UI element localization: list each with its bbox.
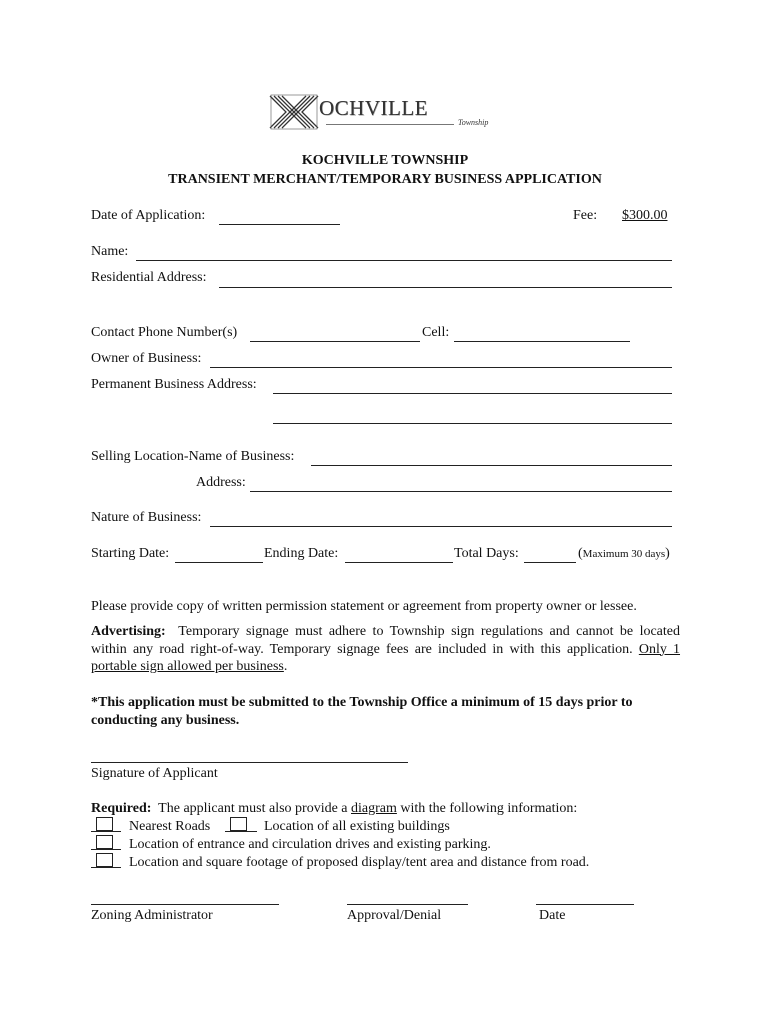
logo-wordmark: OCHVILLE xyxy=(319,96,428,120)
cell-label: Cell: xyxy=(422,325,450,340)
selling-address-field[interactable] xyxy=(250,491,672,492)
form-title-line2: TRANSIENT MERCHANT/TEMPORARY BUSINESS APPLICATION xyxy=(168,172,602,187)
approval-denial-label: Approval/Denial xyxy=(347,908,442,923)
item-display-area: Location and square footage of proposed display/tent area and distance from road. xyxy=(129,855,590,870)
checkbox-underline xyxy=(91,849,121,850)
checkbox-nearest-roads[interactable] xyxy=(96,817,113,831)
advertising-label: Advertising: xyxy=(91,624,166,639)
contact-phone-label: Contact Phone Number(s) xyxy=(91,325,238,340)
approval-denial-field[interactable] xyxy=(347,904,468,905)
date-of-application-label: Date of Application: xyxy=(91,208,206,223)
total-days-label: Total Days: xyxy=(454,546,519,561)
form-title-line1: KOCHVILLE TOWNSHIP xyxy=(301,153,469,168)
selling-location-label: Selling Location-Name of Business: xyxy=(91,449,295,464)
checkbox-existing-buildings[interactable] xyxy=(230,817,247,831)
checkbox-underline xyxy=(91,831,121,832)
kochville-k-logo-icon xyxy=(268,94,320,130)
owner-field[interactable] xyxy=(210,367,672,368)
item-nearest-roads: Nearest Roads xyxy=(129,819,211,834)
ending-date-field[interactable] xyxy=(345,562,453,563)
name-label: Name: xyxy=(91,244,129,259)
checkbox-underline xyxy=(91,867,121,868)
fee-label: Fee: xyxy=(573,208,598,223)
permission-statement: Please provide copy of written permission statement or agreement from property owner or lessee. xyxy=(91,599,637,614)
checkbox-underline xyxy=(225,831,257,832)
residential-address-label: Residential Address: xyxy=(91,270,207,285)
advertising-paragraph: Advertising: Temporary signage must adhere to Township sign regulations and cannot be located within any road right-of-way. Temporary signage fees are included in with this application. Only 1 portable sign allowed per business. xyxy=(91,624,681,674)
date-field[interactable] xyxy=(536,904,634,905)
logo-subtitle: Township xyxy=(458,118,489,127)
permanent-address-label: Permanent Business Address: xyxy=(91,377,257,392)
township-logo xyxy=(268,92,508,132)
nature-of-business-field[interactable] xyxy=(210,526,672,527)
name-field[interactable] xyxy=(136,260,672,261)
total-days-field[interactable] xyxy=(524,562,576,563)
required-intro: Required: The applicant must also provide a diagram with the following information: xyxy=(91,801,578,816)
permanent-address-field-line2[interactable] xyxy=(273,423,672,424)
signature-label: Signature of Applicant xyxy=(91,766,218,781)
date-label: Date xyxy=(539,908,566,923)
fee-value: $300.00 xyxy=(622,208,668,223)
zoning-administrator-label: Zoning Administrator xyxy=(91,908,213,923)
selling-address-label: Address: xyxy=(196,475,246,490)
signature-field[interactable] xyxy=(91,762,408,763)
owner-label: Owner of Business: xyxy=(91,351,202,366)
starting-date-label: Starting Date: xyxy=(91,546,170,561)
checkbox-display-area[interactable] xyxy=(96,853,113,867)
starting-date-field[interactable] xyxy=(175,562,263,563)
selling-location-field[interactable] xyxy=(311,465,672,466)
item-existing-buildings: Location of all existing buildings xyxy=(264,819,450,834)
zoning-administrator-field[interactable] xyxy=(91,904,279,905)
submission-notice: *This application must be submitted to the Township Office a minimum of 15 days prior to conducting any business. xyxy=(91,695,633,728)
ending-date-label: Ending Date: xyxy=(264,546,339,561)
contact-phone-field[interactable] xyxy=(250,341,420,342)
date-of-application-field[interactable] xyxy=(219,224,340,225)
logo-rule xyxy=(326,124,454,125)
item-entrance-drives: Location of entrance and circulation drives and existing parking. xyxy=(129,837,491,852)
checkbox-entrance-drives[interactable] xyxy=(96,835,113,849)
nature-of-business-label: Nature of Business: xyxy=(91,510,202,525)
cell-field[interactable] xyxy=(454,341,630,342)
permanent-address-field[interactable] xyxy=(273,393,672,394)
residential-address-field[interactable] xyxy=(219,287,672,288)
maximum-days-note: (Maximum 30 days) xyxy=(578,546,670,561)
